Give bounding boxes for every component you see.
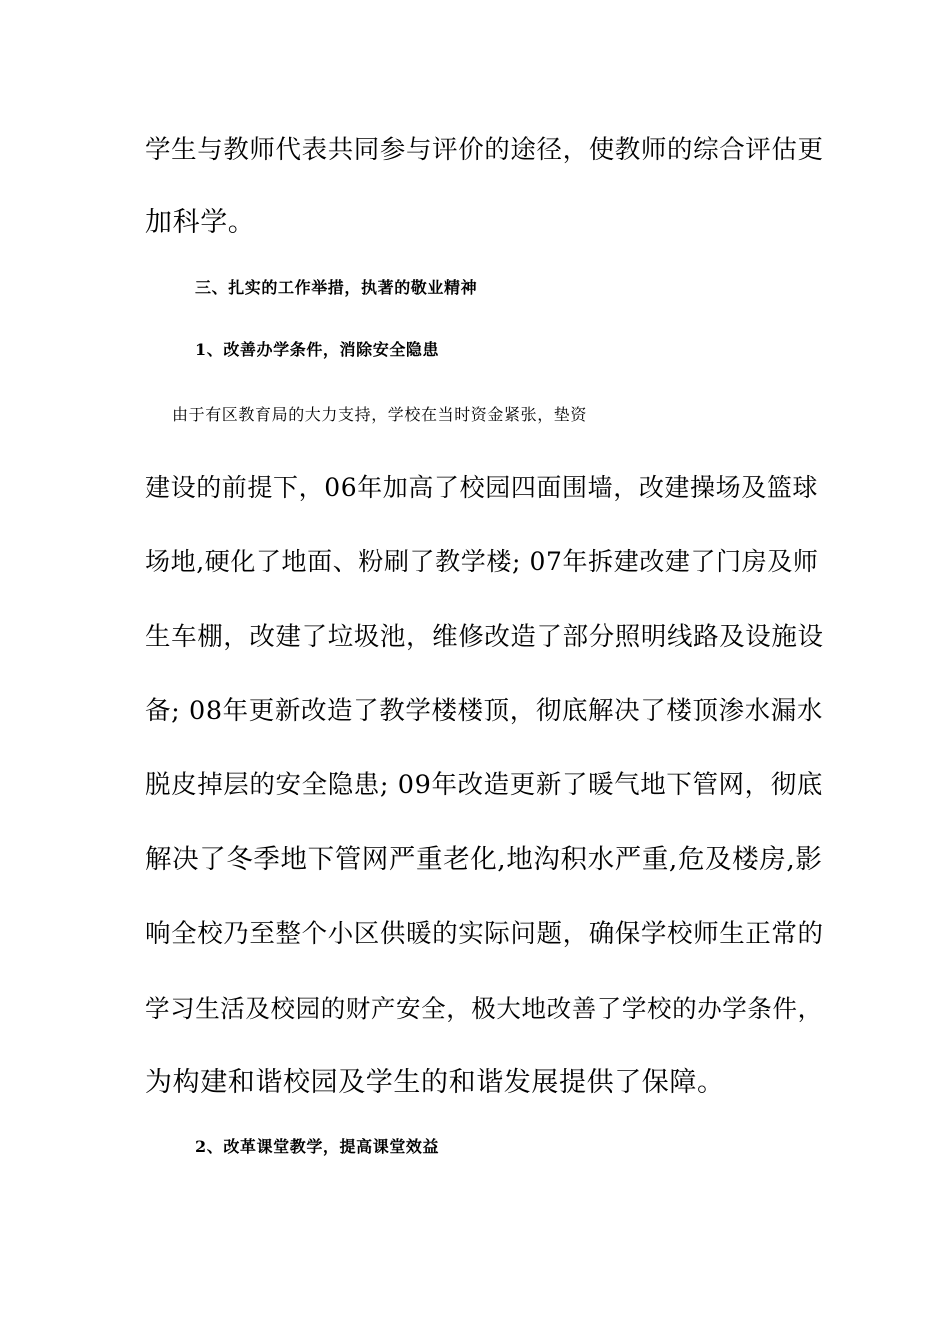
- paragraph-line: 学习生活及校园的财产安全，极大地改善了学校的办学条件，: [145, 994, 823, 1023]
- paragraph-line: 备; 08年更新改造了教学楼楼顶，彻底解决了楼顶渗水漏水: [145, 696, 823, 726]
- paragraph-line: 为构建和谐校园及学生的和谐发展提供了保障。: [145, 1067, 725, 1098]
- subsection-heading: 2、改革课堂教学，提高课堂效益: [195, 1137, 440, 1156]
- section-heading: 三、扎实的工作举措，执著的敬业精神: [195, 278, 478, 297]
- paragraph-line: 建设的前提下，06年加高了校园四面围墙，改建操场及篮球: [145, 473, 819, 502]
- paragraph-line: 由于有区教育局的大力支持，学校在当时资金紧张，垫资: [172, 405, 588, 424]
- paragraph-line: 响全校乃至整个小区供暖的实际问题，确保学校师生正常的: [145, 919, 824, 949]
- paragraph-line: 加科学。: [145, 207, 256, 238]
- subsection-heading: 1、改善办学条件，消除安全隐患: [195, 340, 440, 359]
- paragraph-line: 学生与教师代表共同参与评价的途径，使教师的综合评估更: [145, 135, 824, 165]
- paragraph-line: 解决了冬季地下管网严重老化,地沟积水严重,危及楼房,影: [145, 844, 823, 875]
- paragraph-line: 生车棚，改建了垃圾池，维修改造了部分照明线路及设施设: [145, 622, 824, 652]
- paragraph-line: 脱皮掉层的安全隐患; 09年改造更新了暖气地下管网，彻底: [145, 770, 823, 800]
- paragraph-line: 场地,硬化了地面、粉刷了教学楼; 07年拆建改建了门房及师: [145, 547, 819, 576]
